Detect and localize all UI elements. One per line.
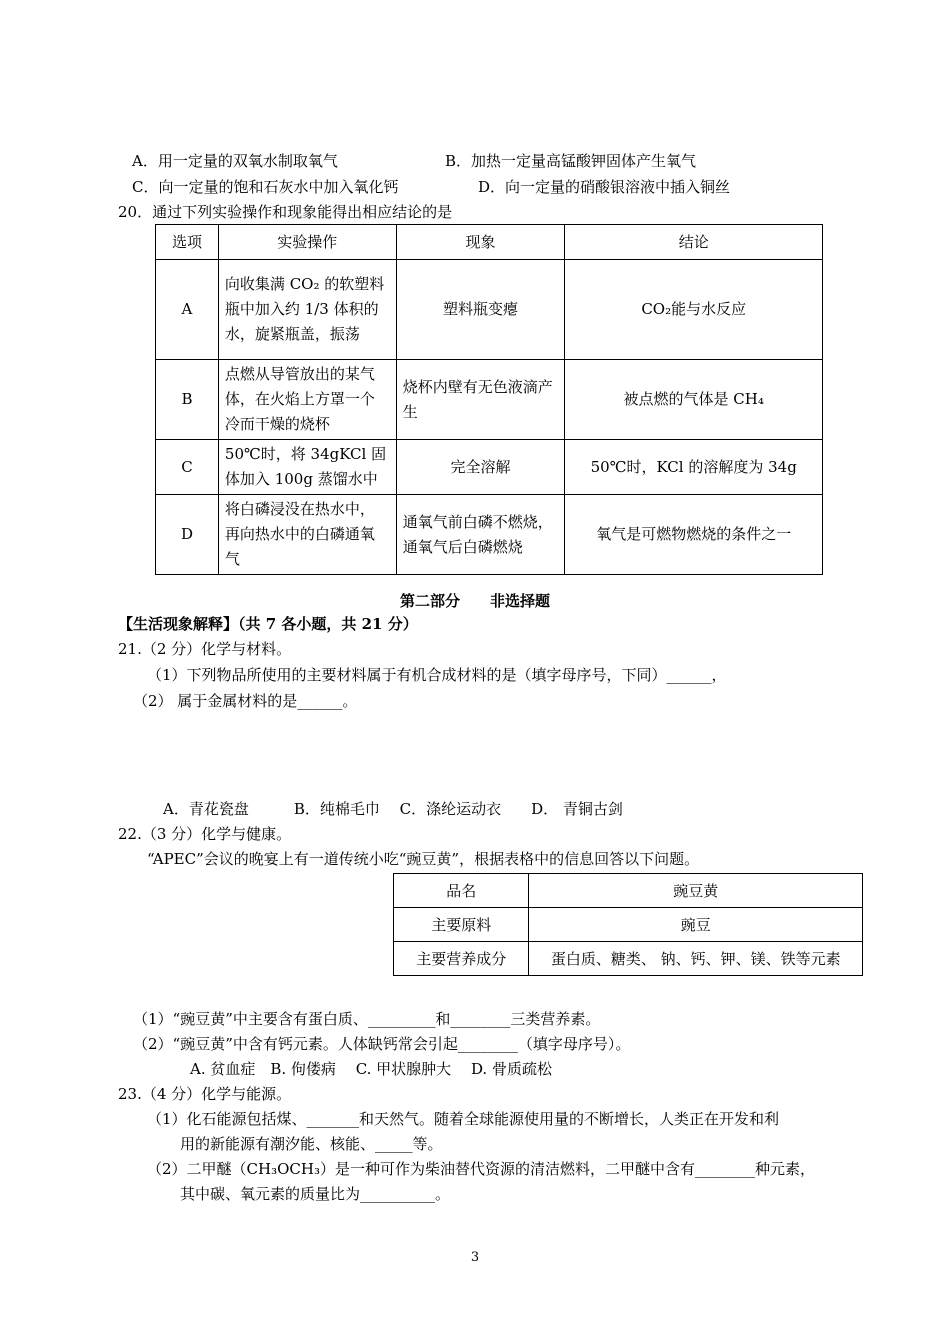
page-number: 3 <box>470 1250 480 1265</box>
q21-part1: （1）下列物品所使用的主要材料属于有机合成材料的是（填字母序号，下同）______， <box>147 666 727 684</box>
q19-option-c: C．向一定量的饱和石灰水中加入氧化钙 <box>132 178 399 196</box>
section-title: 【生活现象解释】（共 7 各小题，共 21 分） <box>118 615 418 633</box>
table-cell-operation: 点燃从导管放出的某气体，在火焰上方罩一个冷而干燥的烧杯 <box>218 360 396 440</box>
table-cell-phenomenon: 完全溶解 <box>396 440 565 495</box>
table-cell-value: 豌豆黄 <box>529 874 863 908</box>
q19-option-b: B．加热一定量高锰酸钾固体产生氧气 <box>445 152 697 170</box>
table-cell-value: 蛋白质、糖类、 钠、钙、钾、镁、铁等元素 <box>529 942 863 976</box>
table-header-cell: 现象 <box>396 225 565 260</box>
table-cell-conclusion: 被点燃的气体是 CH₄ <box>565 360 823 440</box>
table-cell-conclusion: CO₂能与水反应 <box>565 260 823 360</box>
q23-part2-line2: 其中碳、氧元素的质量比为__________。 <box>180 1185 451 1203</box>
table-cell-option: A <box>156 260 219 360</box>
part2-title: 第二部分 非选择题 <box>399 592 550 610</box>
table-header-cell: 选项 <box>156 225 219 260</box>
table-cell-label: 品名 <box>394 874 529 908</box>
q19-option-a: A．用一定量的双氧水制取氧气 <box>132 152 338 170</box>
table-cell-conclusion: 50℃时，KCl 的溶解度为 34g <box>565 440 823 495</box>
table-cell-operation: 将白磷浸没在热水中，再向热水中的白磷通氧气 <box>218 495 396 575</box>
table-cell-label: 主要原料 <box>394 908 529 942</box>
q22-intro: “APEC”会议的晚宴上有一道传统小吃“豌豆黄”，根据表格中的信息回答以下问题。 <box>147 850 700 868</box>
q23-stem: 23.（4 分）化学与能源。 <box>118 1085 292 1103</box>
table-header-cell: 结论 <box>565 225 823 260</box>
q23-part1-line1: （1）化石能源包括煤、_______和天然气。随着全球能源使用量的不断增长，人类正在开发和利 <box>147 1110 780 1128</box>
table-cell-conclusion: 氧气是可燃物燃烧的条件之一 <box>565 495 823 575</box>
table-row <box>156 360 823 440</box>
q20-stem: 20．通过下列实验操作和现象能得出相应结论的是 <box>118 203 453 221</box>
q22-part2: （2）“豌豆黄”中含有钙元素。人体缺钙常会引起________（填字母序号）。 <box>133 1035 631 1053</box>
q21-part2: （2） 属于金属材料的是______。 <box>133 692 358 710</box>
table-row <box>156 495 823 575</box>
table-cell-operation: 50℃时，将 34gKCl 固体加入 100g 蒸馏水中 <box>218 440 396 495</box>
table-cell-phenomenon: 通氧气前白磷不燃烧，通氧气后白磷燃烧 <box>396 495 565 575</box>
q22-table <box>393 873 863 976</box>
table-row <box>394 874 863 908</box>
table-header-row <box>156 225 823 260</box>
q19-option-d: D．向一定量的硝酸银溶液中插入铜丝 <box>478 178 731 196</box>
q21-stem: 21.（2 分）化学与材料。 <box>118 640 292 658</box>
table-row <box>156 440 823 495</box>
table-row <box>394 942 863 976</box>
table-cell-value: 豌豆 <box>529 908 863 942</box>
table-cell-operation: 向收集满 CO₂ 的软塑料瓶中加入约 1/3 体积的水，旋紧瓶盖，振荡 <box>218 260 396 360</box>
table-row <box>156 260 823 360</box>
q23-part2-line1: （2）二甲醚（CH₃OCH₃）是一种可作为柴油替代资源的清洁燃料，二甲醚中含有________种元素， <box>147 1160 815 1178</box>
table-cell-phenomenon: 烧杯内壁有无色液滴产生 <box>396 360 565 440</box>
table-header-cell: 实验操作 <box>218 225 396 260</box>
q22-part1: （1）“豌豆黄”中主要含有蛋白质、_________和________三类营养素。 <box>133 1010 601 1028</box>
table-cell-label: 主要营养成分 <box>394 942 529 976</box>
table-cell-option: B <box>156 360 219 440</box>
q21-options: A．青花瓷盘 B．纯棉毛巾 C．涤纶运动衣 D． 青铜古剑 <box>163 800 623 818</box>
table-cell-option: C <box>156 440 219 495</box>
q22-options: A. 贫血症 B. 佝偻病 C. 甲状腺肿大 D. 骨质疏松 <box>190 1060 552 1078</box>
q20-table <box>155 224 823 575</box>
table-row <box>394 908 863 942</box>
q22-stem: 22.（3 分）化学与健康。 <box>118 825 292 843</box>
q23-part1-line2: 用的新能源有潮汐能、核能、_____等。 <box>180 1135 443 1153</box>
table-cell-option: D <box>156 495 219 575</box>
table-cell-phenomenon: 塑料瓶变瘪 <box>396 260 565 360</box>
